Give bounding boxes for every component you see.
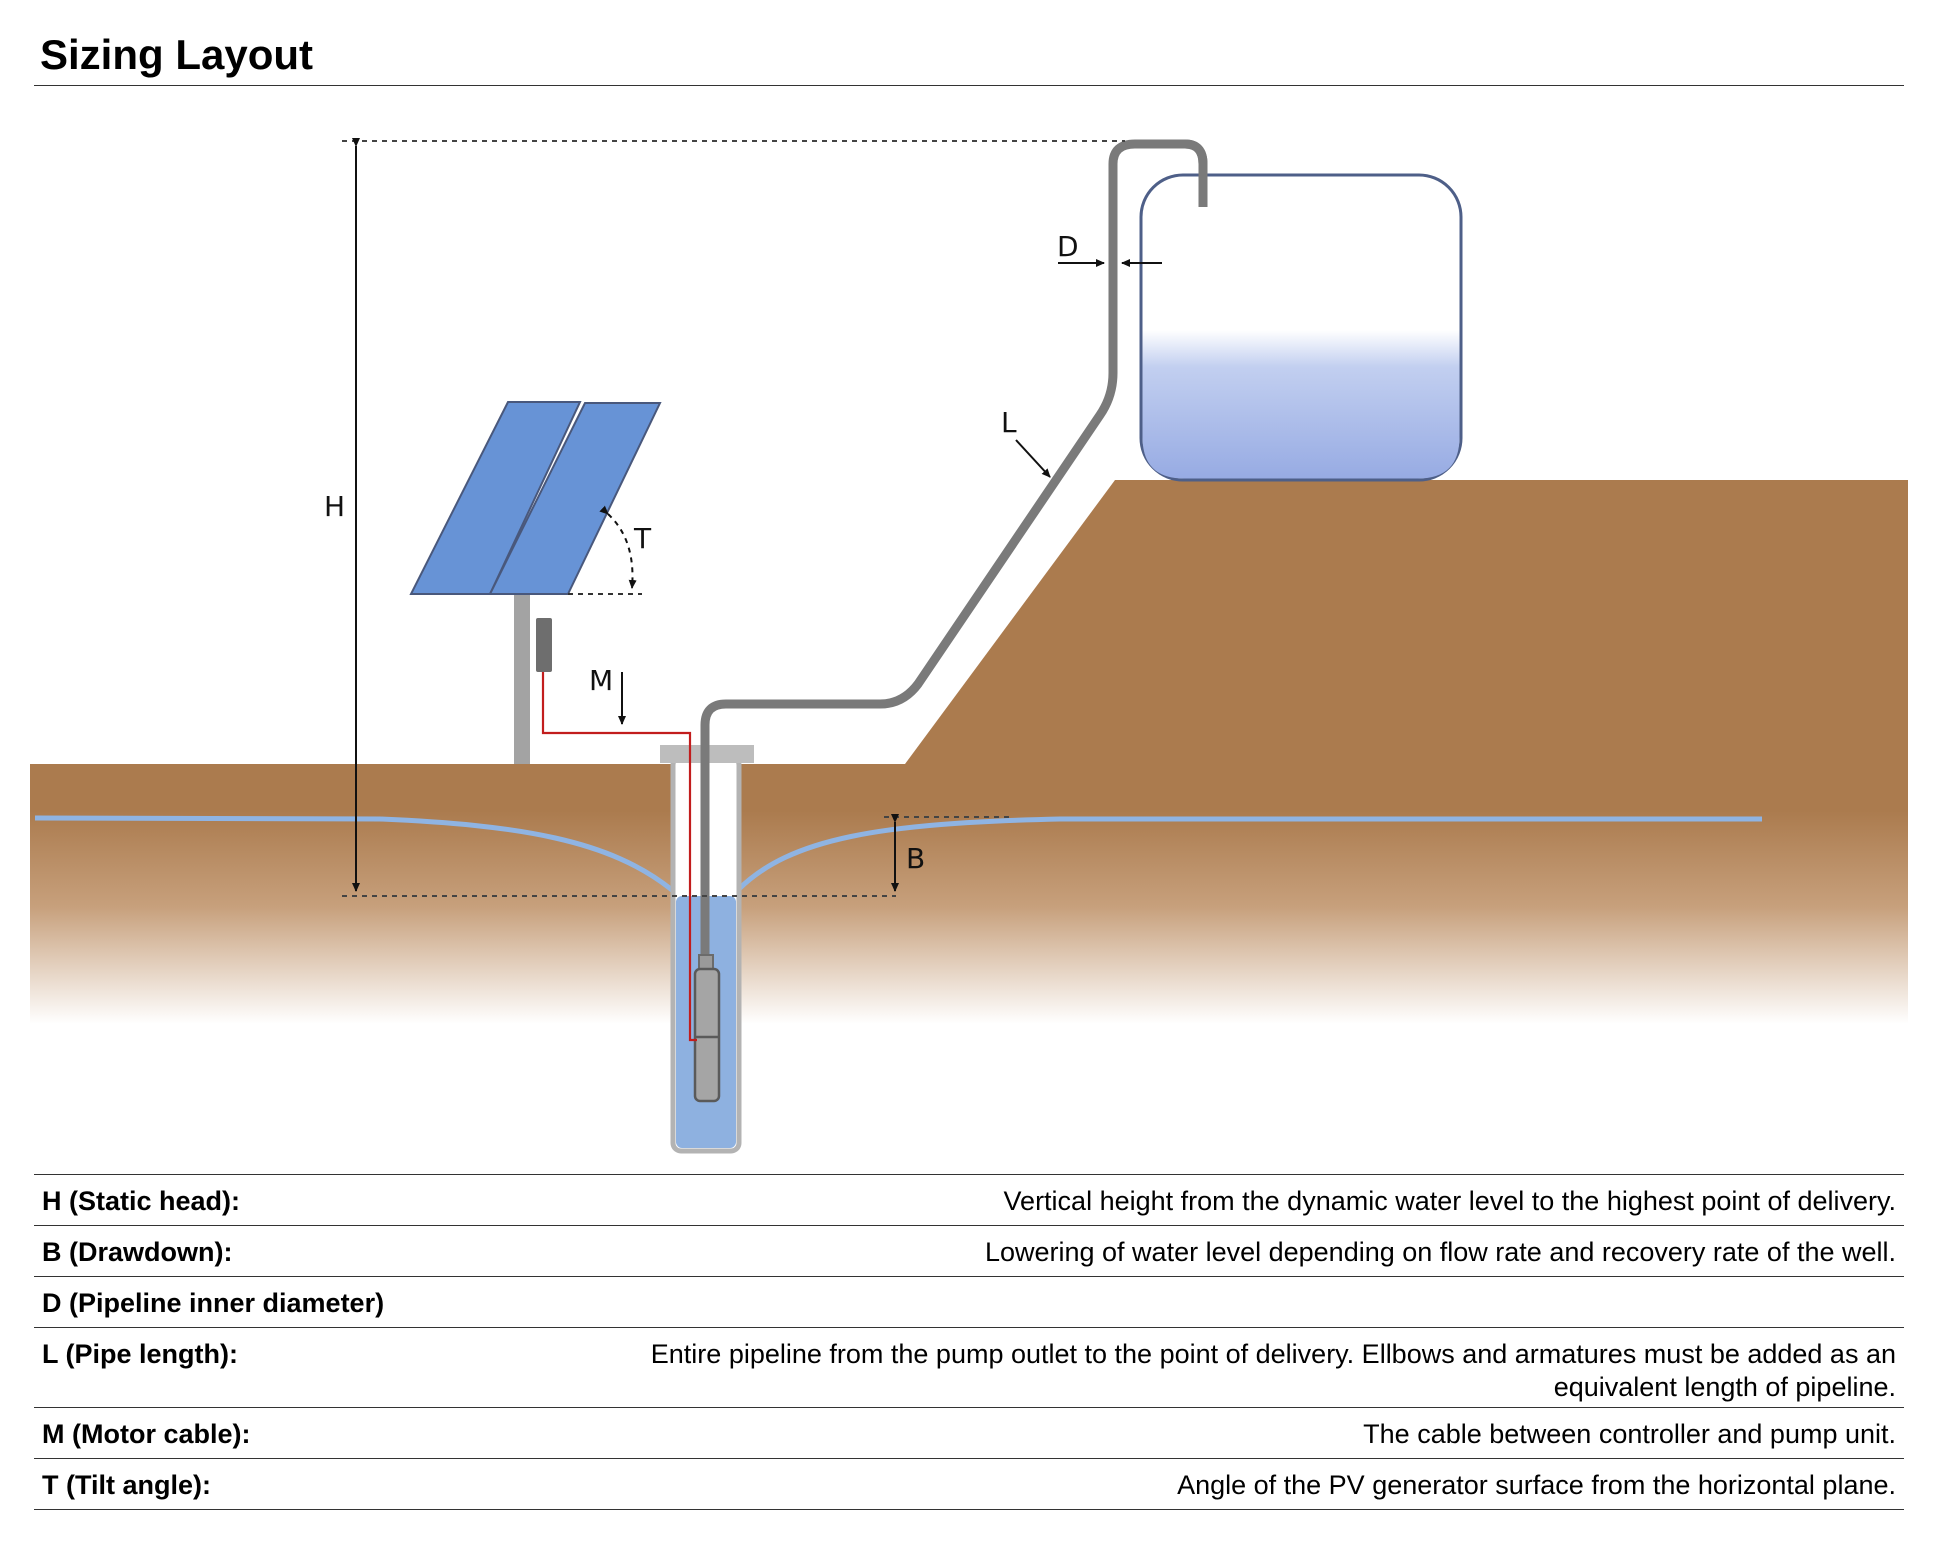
label-d: D [1057,230,1079,263]
legend-definition: Entire pipeline from the pump outlet to the point of delivery. Ellbows and armatures must be added as an equivalent length of pipeline. [650,1339,1896,1402]
pump-unit [695,969,719,1101]
label-b: B [906,842,926,875]
page-title: Sizing Layout [40,31,313,78]
legend-term: M (Motor cable): [42,1419,251,1449]
legend-row-b [34,1226,1904,1277]
l-arrow [1016,440,1050,477]
legend-term: H (Static head): [42,1186,241,1216]
legend-row-h [34,1175,1904,1226]
legend-definition: Angle of the PV generator surface from the horizontal plane. [1177,1470,1896,1500]
legend-term: D (Pipeline inner diameter) [42,1288,385,1318]
legend-row-m [34,1408,1904,1459]
legend-term: T (Tilt angle): [42,1470,211,1500]
tilt-arc [608,514,633,588]
ground-layer [30,764,1908,1024]
label-t: T [634,522,652,555]
tank-water [1143,330,1460,479]
legend-definition: Vertical height from the dynamic water level to the highest point of delivery. [1003,1186,1896,1216]
legend-row-d [34,1277,1904,1328]
controller-box [536,618,552,672]
hill [905,480,1908,764]
label-l: L [1001,406,1017,439]
legend-row-l [34,1328,1904,1408]
label-m: M [589,664,614,697]
legend-term: L (Pipe length): [42,1339,238,1369]
legend-row-t [34,1459,1904,1510]
pv-mount-pole [514,590,530,764]
label-h: H [324,490,346,523]
legend-term: B (Drawdown): [42,1237,233,1267]
legend-table [34,1174,1904,1510]
legend-definition: Lowering of water level depending on flow rate and recovery rate of the well. [984,1237,1896,1267]
legend-definition: The cable between controller and pump unit. [1363,1419,1896,1449]
